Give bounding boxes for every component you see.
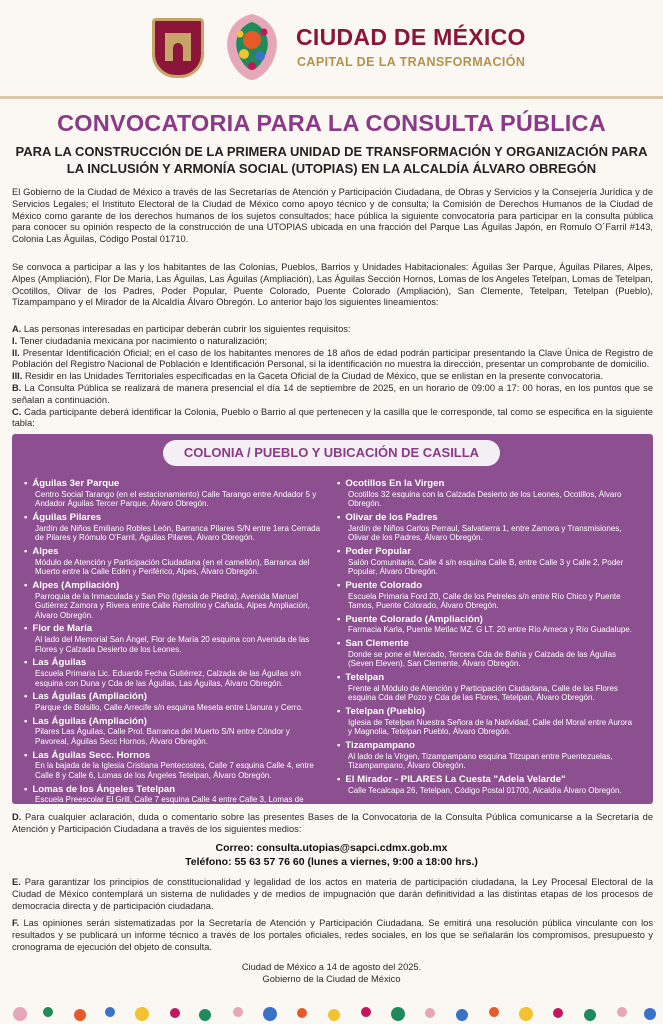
list-item: • Flor de María Al lado del Memorial San Ángel, Flor de María 20 esquina con Avenida de las Flores y Calzada Desierto de los Leones. bbox=[24, 623, 324, 654]
header bbox=[0, 0, 663, 95]
list-item: • Ocotillos En la Virgen Ocotillos 32 esquina con la Calzada Desierto de los Leones, Ocotillos, Álvaro Obregón. bbox=[337, 478, 637, 509]
list-item: • Las Águilas (Ampliación) Parque de Bolsillo, Calle Arrecife s/n esquina Meseta entre Llanura y Cerro. bbox=[24, 691, 324, 712]
list-item: • Poder Popular Salón Comunitario, Calle 4 s/n esquina Calle B, entre Calle 3 y Calle 2, Poder Popular, Álvaro Obregón. bbox=[337, 546, 637, 577]
list-item: • Alpes Módulo de Atención y Participación Ciudadana (en el camellón), Barranca del Muerto entre la Calle Edén y Periférico, Alpes, Álvaro Obregón. bbox=[24, 546, 324, 577]
brand-title: CIUDAD DE MÉXICO bbox=[296, 24, 526, 50]
list-item: • Tizampampano Al lado de la Virgen, Tizampampano esquina Titzupan entre Puentezuelas, Tizampampano, Álvaro Obregón. bbox=[337, 740, 637, 771]
list-item: • Olivar de los Padres Jardín de Niños Carlos Perraul, Salvatierra 1, entre Zamora y Transmisiones, Olivar de los Padres, Álvaro Obregón. bbox=[337, 512, 637, 543]
list-item: • Las Águilas (Ampliación) Pilares Las Águilas, Calle Prol. Barranca del Muerto S/N entre Cóndor y Pavoreal, Águilas Secc Hornos, Álvaro Obregón. bbox=[24, 716, 324, 747]
floral-border-icon bbox=[0, 1000, 663, 1024]
footer-signature: Gobierno de la Ciudad de México bbox=[262, 974, 401, 984]
contact-phone[interactable]: Teléfono: 55 63 57 76 60 (lunes a viernes, 9:00 a 18:00 hrs.) bbox=[185, 856, 478, 868]
flower-emblem-icon bbox=[222, 10, 282, 82]
list-item: • Puente Colorado (Ampliación) Farmacia Karla, Puente Metlac MZ. G LT. 20 entre Río Ameca y Río Guadalupe. bbox=[337, 614, 637, 635]
locations-left-column bbox=[24, 478, 324, 818]
list-item: • San Clemente Donde se pone el Mercado, Tercera Cda de Bahía y Calzada de las Águilas (Seven Eleven), San Clemente, Álvaro Obregón. bbox=[337, 638, 637, 669]
section-f: F. Las opiniones serán sistematizadas por la Secretaría de Atención y Participación Ciudadana. Se emitirá una resolución pública vinculante con los resultados y se publicará un informe técnico a través de los portales oficiales, redes sociales, en los que se señalarán los compromisos, presupuesto y cronograma de ejecución del objeto de consulta. bbox=[12, 918, 653, 952]
list-item: • Alpes (Ampliación) Parroquia de la Inmaculada y San Pío (Iglesia de Piedra), Avenida Manuel Gutiérrez Zamora y Rivera entre Calle Remolino y Cañada, Alpes Ampliación, Álvaro Obregón. bbox=[24, 580, 324, 620]
list-item: • Tetelpan (Pueblo) Iglesia de Tetelpan Nuestra Señora de la Natividad, Calle del Moral entre Aurora y Magnolia, Tetelpan Pueblo, Álvaro Obregón. bbox=[337, 706, 637, 737]
list-item: • Puente Colorado Escuela Primaria Ford 20, Calle de los Petreles s/n entre Río Chico y Puente Tamos, Puente Colorado, Álvaro Obregón. bbox=[337, 580, 637, 611]
convoca-paragraph: Se convoca a participar a las y los habitantes de las Colonias, Pueblos, Barrios y Unidades Habitacionales: Águilas 3er Parque, Águilas Pilares, Alpes, Alpes (Ampliación), Flor De Maria, Las Águilas, Las Águilas (Ampliación), Las Águilas Sección Hornos, Lomas de los Angeles Tetelpan, Lomas de Tetelpan, Ocotillos, Olivar de los Padres, Poder Popular, Puente Colorado, Puente Colorado (Ampliación), San Clemente, Tetelpan, Tetelpan (Pueblo), Tizampampano y el Mirador de la Alcaldía Álvaro Obregón. Lo anterior bajo los siguientes lineamientos: bbox=[12, 262, 653, 308]
cdmx-shield-logo bbox=[152, 18, 204, 78]
page-title: CONVOCATORIA PARA LA CONSULTA PÚBLICA bbox=[57, 110, 606, 136]
brand-subtitle: CAPITAL DE LA TRANSFORMACIÓN bbox=[297, 55, 526, 69]
intro-paragraph: El Gobierno de la Ciudad de México a través de las Secretarías de Atención y Participación Ciudadana, de Obras y Servicios y la Consejería Jurídica y de Servicios Legales; el Instituto Electoral de la Ciudad de México como apoyo técnico y de consulta; la Comisión de Derechos Humanos de la Ciudad de México como garante de los derechos humanos de los sujetos consultados; hace pública la siguiente convocatoria para participar en la consulta pública para conocer su opinión respecto de la construcción de una UTOPIAS ubicada en una fracción del Parque Las Águilas Japón, en Romulo O´Farril #143, Colonia Las Águilas, Código Postal 01710. bbox=[12, 187, 653, 245]
locations-right-column bbox=[337, 478, 637, 799]
section-e: E. Para garantizar los principios de constitucionalidad y legalidad de los actos en materia de participación ciudadana, la Ley Procesal Electoral de la Ciudad de México contemplará un sistema de nulidades y de medios de impugnación que darán definitividad a las distintas etapas de los procesos de democracia directa y de participación ciudadana. bbox=[12, 877, 653, 911]
list-item: • Lomas de los Ángeles Tetelpan Escuela Preescolar El Grill, Calle 7 esquina Calle 4 entre Calle 3, Lomas de Tetelpan, Álvaro Obregón. bbox=[24, 784, 324, 815]
footer-date: Ciudad de México a 14 de agosto del 2025. bbox=[241, 962, 422, 972]
list-item: • Águilas 3er Parque Centro Social Tarango (en el estacionamiento) Calle Tarango entre Andador 5 y Andador Águilas Tercer Parque, Álvaro Obregón. bbox=[24, 478, 324, 509]
section-d: D. Para cualquier aclaración, duda o comentario sobre las presentes Bases de la Convocatoria de la Consulta Pública comunicarse a la Secretaría de Atención y Participación Ciudadana a través de los siguientes medios: bbox=[12, 812, 653, 834]
list-item: • Las Águilas Secc. Hornos En la bajada de la Iglesia Cristiana Pentecostes, Calle 7 esquina Calle 4, entre Calle 8 y Calle 6, Lomas de los Ángeles Tetelpan, Álvaro Obregón. bbox=[24, 750, 324, 781]
header-divider bbox=[0, 96, 663, 99]
table-heading: COLONIA / PUEBLO Y UBICACIÓN DE CASILLA bbox=[163, 440, 500, 466]
list-item: • Las Águilas Escuela Primaria Lic. Eduardo Fecha Gutiérrez, Calzada de las Águilas s/n esquina con Duna y Cda de las Águilas, Las Águilas, Álvaro Obregón. bbox=[24, 657, 324, 688]
list-item: • Tetelpan Frente al Módulo de Atención y Participación Ciudadana, Calle de las Flores esquina Cda del Pozo y Cda de las Flores, Tetelpan, Álvaro Obregón. bbox=[337, 672, 637, 703]
list-item: • El Mirador - PILARES La Cuesta "Adela Velarde" Calle Tecalcapa 26, Tetelpan, Código Postal 01700, Alcaldía Álvaro Obregón. bbox=[337, 774, 637, 795]
requirements-section: A. Las personas interesadas en participar deberán cubrir los siguientes requisitos: I. Tener ciudadanía mexicana por nacimiento o naturalización; II. Presentar Identificación Oficial; en el caso de los habitantes menores de 18 años de edad podrán participar presentando la Clave Única de Registro de Población del Registro Nacional de Población e Identificación Personal, si la identificación no muestra la dirección, presentar un comprobante de domicilio. III. Residir en las Unidades Territoriales especificadas en la Gaceta Oficial de la Ciudad de México, que se enlistan en la presente convocatoria. B. La Consulta Pública se realizará de manera presencial el día 14 de septiembre de 2025, en un horario de 09:00 a 17: 00 horas, en los puntos que se señalan a continuación. C. Cada participante deberá identificar la Colonia, Pueblo o Barrio al que pertenecen y la casilla que le corresponde, tal como se especifica en la siguiente tabla: bbox=[12, 324, 653, 429]
list-item: • Águilas Pilares Jardín de Niños Emiliano Robles León, Barranca Pilares S/N entre 1era Cerrada de Pilares y Rómulo O'Farril, Águilas Pilares, Álvaro Obregón. bbox=[24, 512, 324, 543]
page-subtitle: PARA LA CONSTRUCCIÓN DE LA PRIMERA UNIDAD DE TRANSFORMACIÓN Y ORGANIZACIÓN PARA LA INCLUSIÓN Y ARMONÍA SOCIAL (UTOPIAS) EN LA ALCALDÍA ÁLVARO OBREGÓN bbox=[15, 144, 648, 176]
contact-email[interactable]: Correo: consulta.utopias@sapci.cdmx.gob.mx bbox=[215, 842, 448, 854]
